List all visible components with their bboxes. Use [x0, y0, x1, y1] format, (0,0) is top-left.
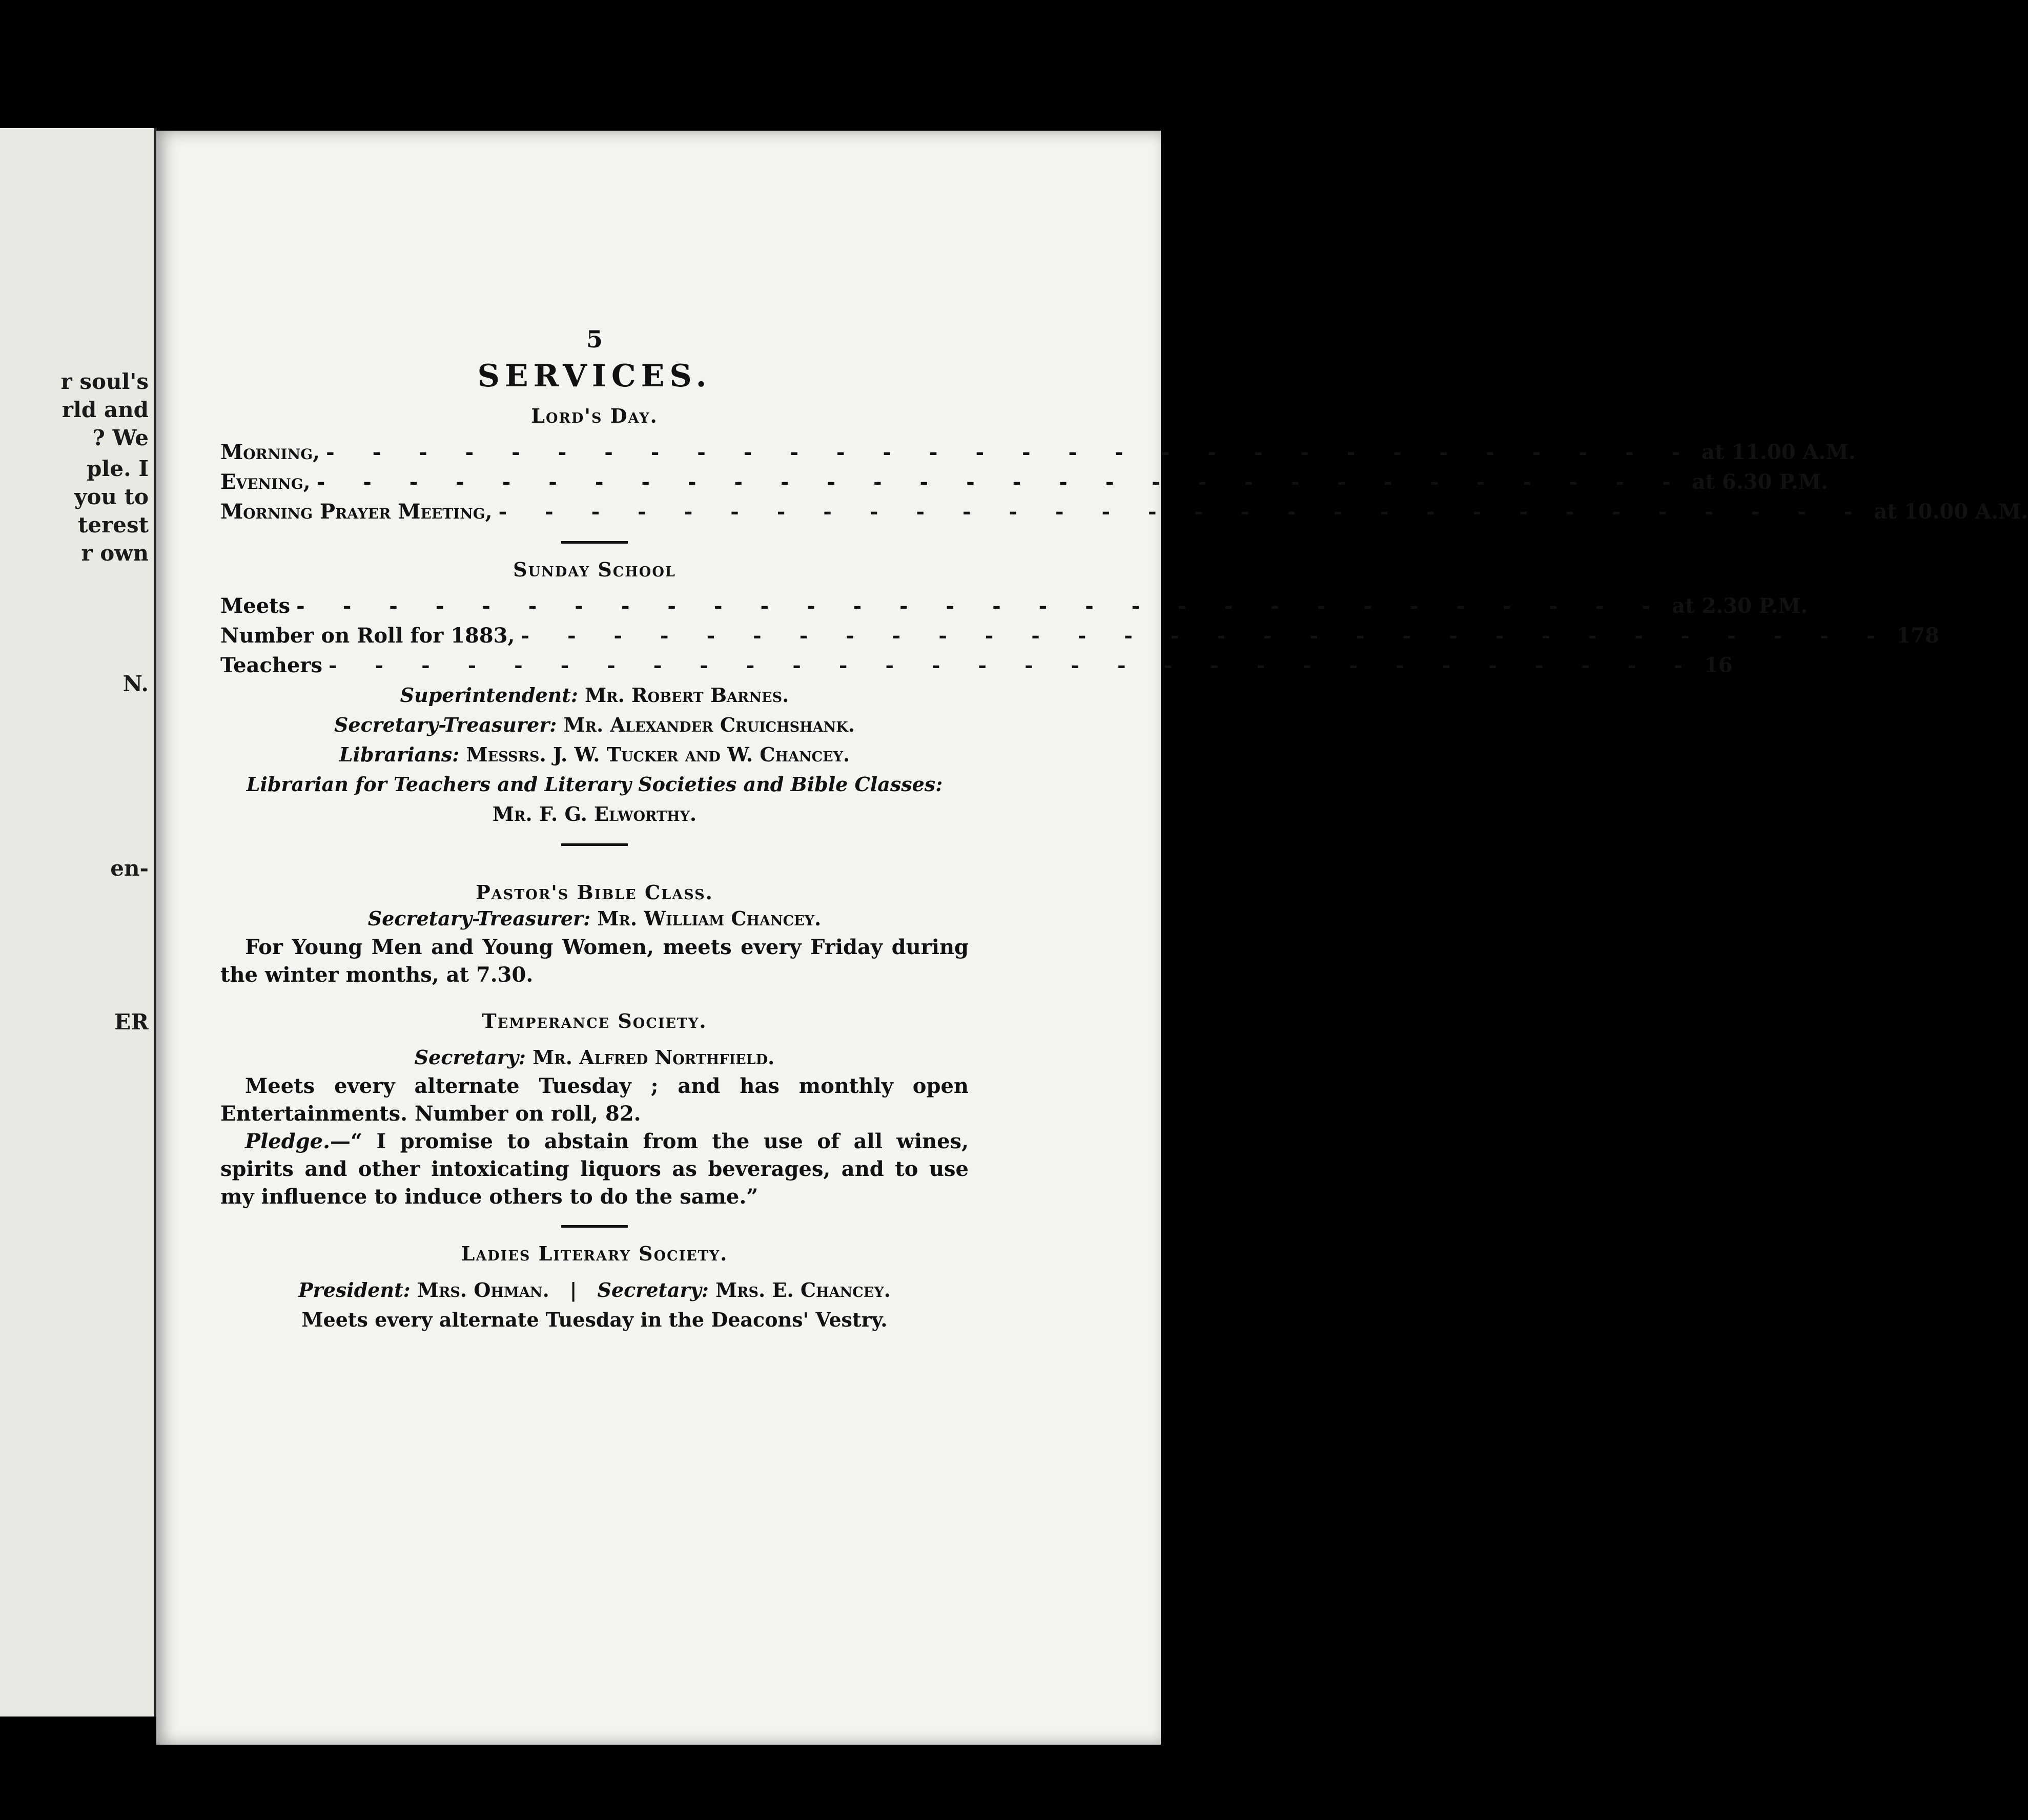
facing-page-line: ? We	[92, 425, 149, 450]
role-label: Librarians:	[339, 743, 460, 766]
temperance-secretary	[220, 1043, 969, 1072]
school-row	[220, 621, 1939, 651]
school-value: 178	[1896, 624, 1939, 648]
dot-leader: - - - - - - - - - - - - - - - - - - - - - - - - - - - - - -	[316, 470, 1686, 494]
section-divider	[561, 541, 628, 544]
person-name: Messrs. J. W. Tucker and W. Chancey.	[466, 743, 850, 766]
person-name: Mr. Alfred Northfield.	[532, 1046, 775, 1069]
role-label: Secretary-Treasurer:	[367, 907, 591, 930]
role-label: Superintendent:	[400, 684, 578, 707]
school-value: 16	[1704, 653, 1733, 677]
facing-page-line: you to	[74, 484, 149, 509]
facing-page-line: en-	[110, 856, 149, 881]
bible-class-secretary	[220, 904, 969, 934]
pledge-text: —“ I promise to abstain from the use of all wines, spirits and other intoxicating liquors as beverages, and to use my influence to induce others to do the same.”	[220, 1129, 969, 1209]
person-name: Mrs. Ohman.	[417, 1278, 549, 1301]
dot-leader: - - - - - - - - - - - - - - - - - - - - - - - - - - - - - -	[521, 624, 1891, 648]
role-label: President:	[298, 1278, 411, 1301]
facing-page	[0, 128, 157, 1716]
person-name: Mr. Robert Barnes.	[585, 684, 789, 707]
role-label: Secretary:	[414, 1046, 526, 1069]
page-title: SERVICES.	[477, 358, 712, 394]
librarians-line	[220, 740, 969, 770]
dot-leader: - - - - - - - - - - - - - - - - - - - - - - - - - - - - - -	[498, 500, 1868, 524]
school-row	[220, 651, 1733, 680]
person-name: Mr. William Chancey.	[597, 907, 822, 930]
dot-leader: - - - - - - - - - - - - - - - - - - - - - - - - - - - - - -	[329, 653, 1698, 677]
facing-page-line: ER	[114, 1009, 149, 1035]
person-name: Mr. F. G. Elworthy.	[492, 802, 697, 825]
dot-leader: - - - - - - - - - - - - - - - - - - - - - - - - - - - - - -	[326, 440, 1695, 464]
facing-page-line: rld and	[62, 397, 149, 422]
page-number: 5	[586, 325, 603, 353]
service-time: at 10.00 A.M.	[1874, 500, 2028, 524]
ladies-heading: Ladies Literary Society.	[461, 1242, 728, 1265]
sunday-school-heading: Sunday School	[513, 558, 676, 581]
role-label: Secretary:	[597, 1278, 709, 1301]
pledge-paragraph	[220, 1128, 969, 1211]
section-divider	[561, 843, 628, 846]
school-label: Teachers	[220, 653, 323, 677]
dot-leader: - - - - - - - - - - - - - - - - - - - - - - - - - - - - - -	[296, 594, 1666, 618]
role-label: Librarian for Teachers and Literary Societies and Bible Classes:	[246, 773, 943, 796]
school-value: at 2.30 P.M.	[1672, 594, 1808, 618]
facing-page-line: ple. I	[87, 456, 149, 481]
service-label: Morning,	[220, 440, 320, 464]
superintendent-line	[220, 680, 969, 710]
service-time: at 11.00 A.M.	[1701, 440, 1856, 464]
ladies-text: Meets every alternate Tuesday in the Deacons' Vestry.	[301, 1308, 888, 1331]
page-content	[220, 325, 2028, 1335]
librarian-teachers-role	[220, 770, 969, 799]
facing-page-line: r own	[81, 541, 149, 566]
school-row	[220, 591, 1808, 621]
temperance-heading: Temperance Society.	[482, 1009, 707, 1032]
role-label: Secretary-Treasurer:	[334, 713, 557, 736]
president-line	[298, 1275, 549, 1305]
temperance-text: Meets every alternate Tuesday ; and has monthly open Entertainments. Number on roll, 82.	[220, 1074, 969, 1126]
service-label: Evening,	[220, 470, 311, 494]
facing-page-line: terest	[77, 512, 149, 537]
service-row	[220, 497, 2028, 527]
school-label: Number on Roll for 1883,	[220, 624, 515, 648]
service-row	[220, 438, 1856, 467]
secretary-line	[220, 710, 969, 740]
librarian-teachers-name	[220, 799, 969, 829]
secretary-line	[598, 1275, 891, 1305]
bible-class-text: For Young Men and Young Women, meets every Friday during the winter months, at 7.30.	[220, 935, 969, 987]
service-time: at 6.30 P.M.	[1692, 470, 1828, 494]
bible-class-heading: Pastor's Bible Class.	[476, 881, 713, 904]
person-name: Mrs. E. Chancey.	[715, 1278, 891, 1301]
document-page	[156, 131, 2028, 1745]
person-name: Mr. Alexander Cruichshank.	[563, 713, 855, 736]
lords-day-heading: Lord's Day.	[531, 404, 658, 427]
service-label: Morning Prayer Meeting,	[220, 500, 493, 524]
facing-page-line: N.	[122, 671, 149, 696]
ladies-officers	[220, 1275, 969, 1305]
service-row	[220, 467, 1828, 497]
facing-page-line: r soul's	[60, 369, 149, 394]
column-divider: |	[569, 1278, 577, 1301]
section-divider	[561, 1225, 628, 1228]
pledge-label: Pledge.	[245, 1129, 331, 1153]
school-label: Meets	[220, 594, 291, 618]
